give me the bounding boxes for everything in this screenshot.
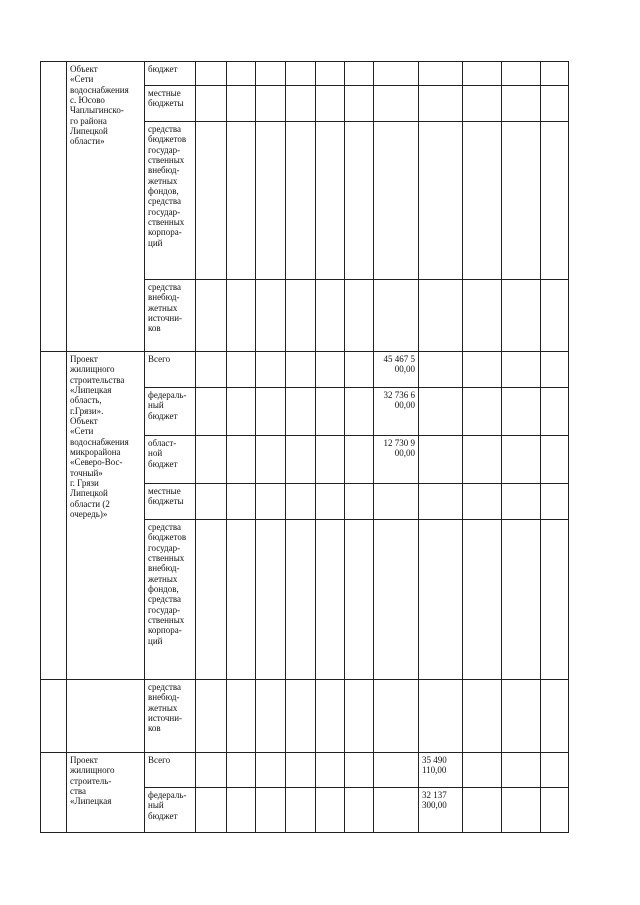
funding-source-cell: средства внебюд- жетных источни- ков <box>145 680 196 753</box>
value-cell: 32 736 6 00,00 <box>374 388 419 436</box>
funding-source-cell: средства бюджетов государ- ственных внебюд- жетных фондов, средства государ- ственных корпора- ций <box>145 122 196 280</box>
table-row <box>41 753 569 788</box>
funding-source-cell: бюджет <box>145 62 196 86</box>
row-number-cell <box>41 62 67 352</box>
value-cell <box>374 680 419 753</box>
row-number-cell <box>41 753 67 833</box>
value-cell <box>374 122 419 280</box>
value-cell <box>374 62 419 86</box>
value-cell <box>419 520 463 680</box>
row-number-cell <box>41 680 67 753</box>
value-cell <box>419 680 463 753</box>
value-cell <box>419 122 463 280</box>
table-row <box>41 62 569 86</box>
value-cell <box>419 484 463 520</box>
project-title-cell <box>67 680 145 753</box>
value-cell <box>419 352 463 388</box>
value-cell <box>374 753 419 788</box>
table-row <box>41 352 569 388</box>
funding-source-cell: Всего <box>145 352 196 388</box>
funding-source-cell: област- ной бюджет <box>145 436 196 484</box>
funding-source-cell: средства внебюд- жетных источни- ков <box>145 280 196 352</box>
value-cell: 12 730 9 00,00 <box>374 436 419 484</box>
value-cell <box>419 62 463 86</box>
value-cell <box>419 388 463 436</box>
funding-source-cell: местные бюджеты <box>145 484 196 520</box>
value-cell <box>419 436 463 484</box>
funding-source-cell: федераль- ный бюджет <box>145 388 196 436</box>
value-cell <box>419 280 463 352</box>
value-cell <box>374 86 419 122</box>
funding-table <box>40 61 569 833</box>
funding-source-cell: Всего <box>145 753 196 788</box>
project-title-cell: Объект «Сети водоснабжения с. Юсово Чаплыгинско- го района Липецкой области» <box>67 62 145 352</box>
value-cell <box>374 280 419 352</box>
value-cell: 35 490 110,00 <box>419 753 463 788</box>
table-row <box>41 680 569 753</box>
funding-source-cell: средства бюджетов государ- ственных внебюд- жетных фондов, средства государ- ственных корпора- ций <box>145 520 196 680</box>
value-cell <box>374 520 419 680</box>
value-cell: 32 137 300,00 <box>419 788 463 833</box>
funding-source-cell: федераль- ный бюджет <box>145 788 196 833</box>
value-cell: 45 467 5 00,00 <box>374 352 419 388</box>
project-title-cell: Проект жилищного строитель- ства «Липецкая <box>67 753 145 833</box>
funding-source-cell: местные бюджеты <box>145 86 196 122</box>
row-number-cell <box>41 352 67 680</box>
value-cell <box>419 86 463 122</box>
value-cell <box>374 484 419 520</box>
value-cell <box>374 788 419 833</box>
project-title-cell: Проект жилищного строительства «Липецкая область, г.Грязи». Объект «Сети водоснабжения микрорайона «Северо-Вос- точный» г. Грязи Липецкой области (2 очередь)» <box>67 352 145 680</box>
